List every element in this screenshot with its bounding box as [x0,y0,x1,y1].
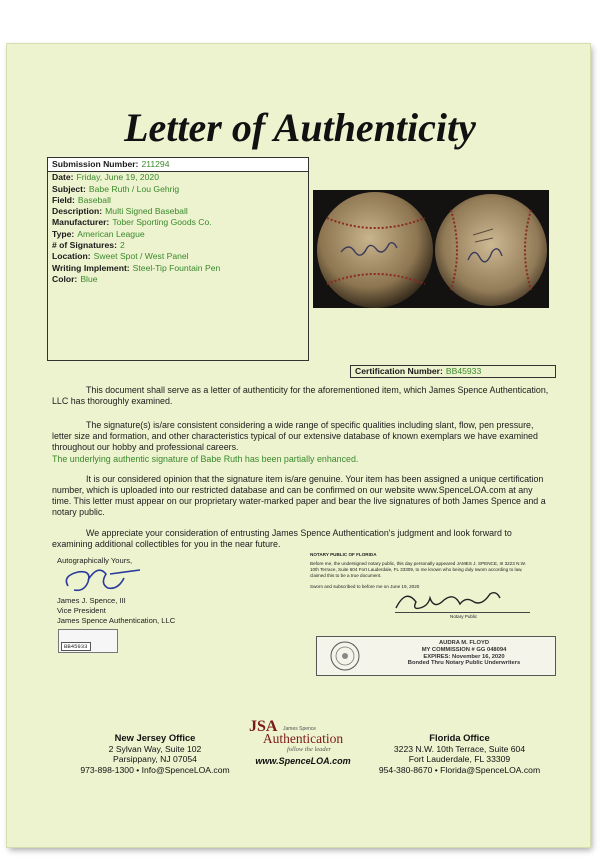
baseball-photo [313,190,549,308]
paragraph-2: The signature(s) is/are consistent considering a wide range of specific qualities including slant, flow, pen pressure, letter size and formation, and other characteristics typical of our extensive database of known exemplars we have examined throughout our hobby and professional careers. [52,420,538,453]
logo-jsa: JSA [249,718,278,735]
submission-info-box [47,157,309,361]
seal-name: AUDRA M. FLOYD [438,640,490,646]
paragraph-1: This document shall serve as a letter of authenticity for the aforementioned item, which James Spence Authentication, LLC has thoroughly examined. [52,385,549,407]
location-row: Location: Sweet Spot / West Panel [52,251,189,262]
florida-seal-icon [325,640,365,672]
signature-count-row: # of Signatures: 2 [52,240,125,251]
seal-expires: EXPIRES: November 16, 2020 [423,653,505,660]
hologram-sticker [58,629,118,653]
submission-number-row: Submission Number: 211294 [48,158,308,172]
notary-sworn: Sworn and subscribed to before me on June 19, 2020 [310,584,420,589]
notary-signature-line [395,612,530,613]
seal-bonded: Bonded Thru Notary Public Underwriters [407,660,521,667]
seal-commission: MY COMMISSION # GG 048094 [421,646,507,653]
paragraph-2-note: The underlying authentic signature of Babe Ruth has been partially enhanced. [52,454,359,464]
spence-signature [60,560,150,600]
type-row: Type: American League [52,228,145,239]
signer-company: James Spence Authentication, LLC [57,616,176,625]
field-row: Field: Baseball [52,194,111,205]
certification-number-box: Certification Number: BB45933 [350,365,556,378]
jsa-logo [247,720,359,780]
subject-row: Subject: Babe Ruth / Lou Gehrig [52,183,180,194]
manufacturer-row: Manufacturer: Tober Sporting Goods Co. [52,217,212,228]
sticker-number: BB45933 [61,642,91,651]
notary-seal [316,636,556,676]
closing-line: Autographically Yours, [57,556,133,565]
date-row: Date: Friday, June 19, 2020 [52,172,159,183]
paragraph-4: We appreciate your consideration of entrusting James Spence Authentication's judgment and look forward to examining additional collectibles for you in the near future. [52,528,512,550]
notary-text: Before me, the undersigned notary public, this day personally appeared JAMES J. SPENCE, III 3223 N.W. 10th Terrace, Suite 604 Fort Lauderdale, FL 33309, to me known who being duly sworn according to law, claimed this to be a true document. [310,561,527,578]
nj-office: New Jersey Office 2 Sylvan Way, Suite 102 Parsippany, NJ 07054 973-898-1300 • Info@SpenceLOA.com [80,732,230,775]
notary-label: Notary Public [450,614,478,619]
logo-tagline: follow the leader [287,746,332,753]
fl-office: Florida Office 3223 N.W. 10th Terrace, Suite 604 Fort Lauderdale, FL 33309 954-380-8670 • Florida@SpenceLOA.com [378,732,541,775]
page-title: Letter of Authenticity [124,105,476,150]
description-row: Description: Multi Signed Baseball [52,206,188,217]
paragraph-3: It is our considered opinion that the signature item is/are genuine. Your item has been assigned a unique certification number, which is uploaded into our restricted database and can be confirmed on our website www.SpenceLOA.com at any time. This letter must appear on our proprietary water-marked paper and bear the live signatures of both James Spence and a notary public. [52,474,546,518]
logo-website: www.SpenceLOA.com [255,756,351,766]
signer-role: Vice President [57,606,106,615]
color-row: Color: Blue [52,273,98,284]
logo-authentication: Authentication [262,731,344,746]
notary-header: NOTARY PUBLIC OF FLORIDA [310,552,377,557]
signer-name: James J. Spence, III [57,596,126,605]
logo-small: James Spence [283,726,317,732]
baseball-image [313,190,549,308]
writing-implement-row: Writing Implement: Steel-Tip Fountain Pen [52,262,221,273]
